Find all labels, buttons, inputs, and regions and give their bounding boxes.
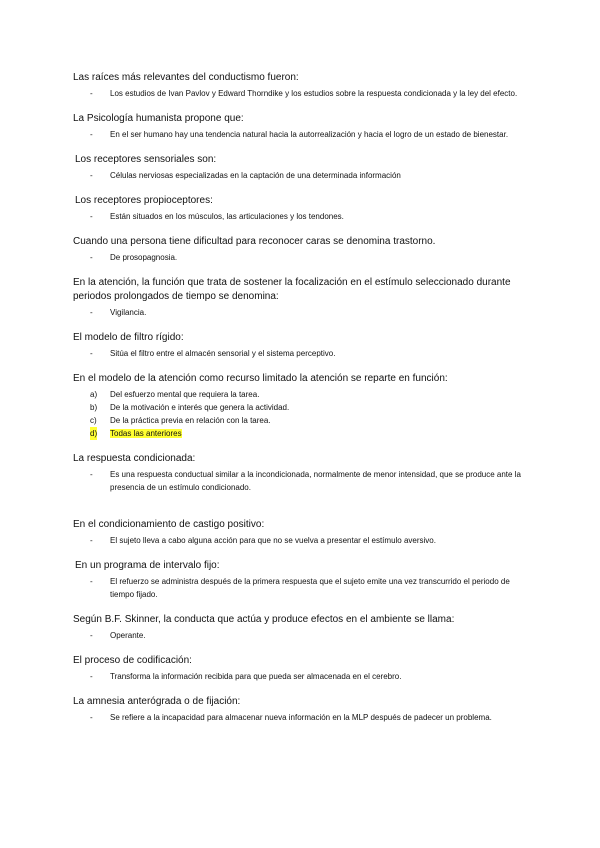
qa-block [73, 112, 528, 141]
qa-block [73, 153, 528, 182]
question-text: Los receptores propioceptores: [75, 195, 213, 206]
qa-list [73, 71, 528, 736]
question-text: Cuando una persona tiene dificultad para reconocer caras se denomina trastorno. [73, 236, 436, 247]
list-marker: - [90, 577, 93, 586]
answer-item [73, 575, 528, 601]
answer-text: Transforma la información recibida para que pueda ser almacenada en el cerebro. [110, 672, 402, 681]
answer-item [73, 414, 528, 427]
question-text: En la atención, la función que trata de sostener la focalización en el estímulo seleccionado durante periodos prolongados de tiempo se denomina: [73, 277, 511, 302]
answer-item [73, 711, 528, 724]
question-text: Las raíces más relevantes del conductismo fueron: [73, 72, 299, 83]
answer-list [73, 210, 528, 223]
answer-item [73, 670, 528, 683]
question-text: En un programa de intervalo fijo: [75, 560, 220, 571]
question-text: En el condicionamiento de castigo positivo: [73, 519, 265, 530]
list-marker: - [90, 713, 93, 722]
list-marker: b) [90, 403, 98, 412]
qa-block [73, 654, 528, 683]
qa-block [73, 71, 528, 100]
answer-text: Es una respuesta conductual similar a la incondicionada, normalmente de menor intensidad, que se produce ante la presencia de un estímulo condicionado. [110, 470, 521, 492]
list-marker: - [90, 349, 93, 358]
question-text: La Psicología humanista propone que: [73, 113, 244, 124]
list-marker: - [90, 212, 93, 221]
list-marker: - [90, 171, 93, 180]
answer-item [73, 401, 528, 414]
list-marker: - [90, 130, 93, 139]
qa-block [73, 452, 528, 494]
qa-block [73, 235, 528, 264]
list-marker: a) [90, 390, 98, 399]
answer-list [73, 468, 528, 494]
answer-text: El refuerzo se administra después de la primera respuesta que el sujeto emite una vez transcurrido el periodo de tiempo fijado. [110, 577, 510, 599]
answer-item [73, 128, 528, 141]
list-marker: - [90, 470, 93, 479]
answer-text: Vigilancia. [110, 308, 147, 317]
answer-text: De la motivación e interés que genera la actividad. [110, 403, 290, 412]
answer-text: Operante. [110, 631, 146, 640]
answer-item [73, 169, 528, 182]
answer-text: Los estudios de Ivan Pavlov y Edward Thorndike y los estudios sobre la respuesta condicionada y la ley del efecto. [110, 89, 518, 98]
list-marker: - [90, 253, 93, 262]
answer-text: Sitúa el filtro entre el almacén sensorial y el sistema perceptivo. [110, 349, 336, 358]
answer-text: Células nerviosas especializadas en la captación de una determinada información [110, 171, 401, 180]
answer-list [73, 575, 528, 601]
answer-list [73, 251, 528, 264]
question-text: La respuesta condicionada: [73, 453, 196, 464]
answer-text: El sujeto lleva a cabo alguna acción para que no se vuelva a presentar el estímulo aversivo. [110, 536, 436, 545]
question-text: Los receptores sensoriales son: [75, 154, 217, 165]
question-text: El proceso de codificación: [73, 655, 192, 666]
qa-block [73, 372, 528, 440]
answer-item [73, 388, 528, 401]
answer-list [73, 128, 528, 141]
list-marker: - [90, 89, 93, 98]
qa-block [73, 695, 528, 724]
answer-list [73, 388, 528, 440]
list-marker: - [90, 631, 93, 640]
question-text: En el modelo de la atención como recurso limitado la atención se reparte en función: [73, 373, 448, 384]
list-marker: - [90, 536, 93, 545]
question-text: El modelo de filtro rígido: [73, 332, 184, 343]
question-text: Según B.F. Skinner, la conducta que actúa y produce efectos en el ambiente se llama: [73, 614, 455, 625]
list-marker: - [90, 308, 93, 317]
qa-block [73, 194, 528, 223]
answer-text: De la práctica previa en relación con la tarea. [110, 416, 271, 425]
answer-text: De prosopagnosia. [110, 253, 178, 262]
highlighted-answer-text: Todas las anteriores [110, 429, 182, 438]
answer-list [73, 169, 528, 182]
qa-block [73, 518, 528, 547]
qa-block [73, 331, 528, 360]
answer-item [73, 306, 528, 319]
list-marker: c) [90, 416, 97, 425]
answer-list [73, 629, 528, 642]
answer-item [73, 629, 528, 642]
answer-list [73, 306, 528, 319]
answer-item [73, 251, 528, 264]
answer-list [73, 347, 528, 360]
answer-text: Están situados en los músculos, las articulaciones y los tendones. [110, 212, 344, 221]
answer-text: En el ser humano hay una tendencia natural hacia la autorrealización y hacia el logro de un estado de bienestar. [110, 130, 509, 139]
answer-text: Del esfuerzo mental que requiera la tarea. [110, 390, 260, 399]
answer-item [73, 87, 528, 100]
answer-item [73, 468, 528, 494]
answer-item [73, 210, 528, 223]
answer-list [73, 670, 528, 683]
answer-list [73, 534, 528, 547]
qa-block [73, 613, 528, 642]
answer-item [73, 347, 528, 360]
answer-text: Se refiere a la incapacidad para almacenar nueva información en la MLP después de padecer un problema. [110, 713, 492, 722]
qa-block [73, 559, 528, 601]
answer-item [73, 534, 528, 547]
answer-list [73, 87, 528, 100]
question-text: La amnesia anterógrada o de fijación: [73, 696, 241, 707]
answer-list [73, 711, 528, 724]
list-marker: - [90, 672, 93, 681]
qa-block [73, 276, 528, 319]
answer-item [73, 427, 528, 440]
list-marker: d) [90, 429, 98, 438]
